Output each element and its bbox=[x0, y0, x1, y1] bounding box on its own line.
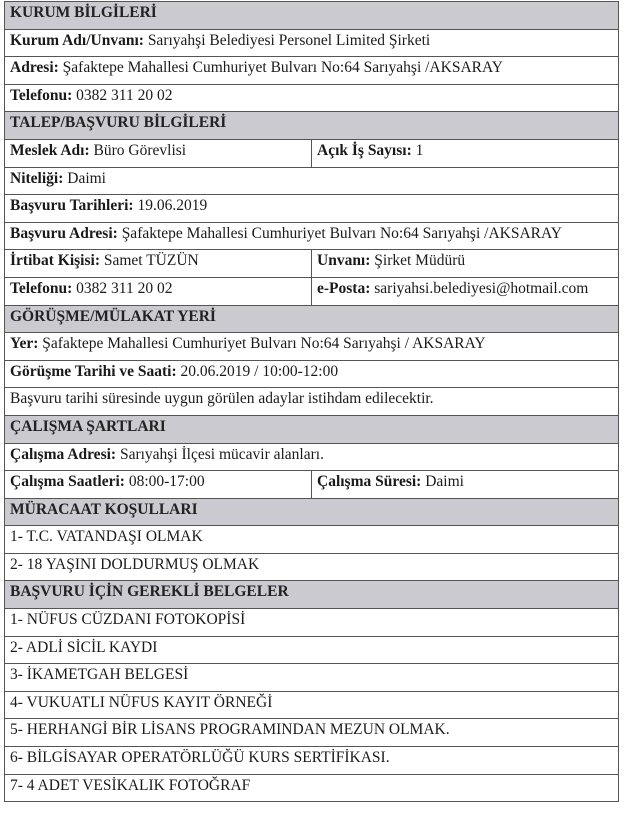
email-value: sariyahsi.belediyesi@hotmail.com bbox=[370, 279, 589, 297]
row-nitelik bbox=[5, 167, 619, 195]
document-item: 3- İKAMETGAH BELGESİ bbox=[5, 664, 619, 692]
list-item bbox=[5, 664, 619, 692]
document-item: 1- NÜFUS CÜZDANI FOTOKOPİSİ bbox=[5, 609, 619, 637]
list-item bbox=[5, 609, 619, 637]
row-calisma-adres bbox=[5, 443, 619, 471]
note-text: Başvuru tarihi süresinde uygun görülen adaylar istihdam edilecektir. bbox=[5, 388, 619, 416]
field-label: Adresi: bbox=[10, 59, 59, 77]
list-item bbox=[5, 553, 619, 581]
field-value: 08:00-17:00 bbox=[124, 473, 205, 491]
section-title: BAŞVURU İÇİN GEREKLİ BELGELER bbox=[5, 581, 619, 609]
field-label: Yer: bbox=[10, 335, 39, 353]
row-gorusme-tarih bbox=[5, 360, 619, 388]
field-label: e-Posta: bbox=[317, 279, 371, 297]
field-value: 19.06.2019 bbox=[133, 197, 208, 215]
section-header-muracaat bbox=[5, 498, 619, 526]
field-label: Kurum Adı/Unvanı: bbox=[10, 31, 144, 49]
list-item bbox=[5, 719, 619, 747]
field-label: Çalışma Adresi: bbox=[10, 445, 117, 463]
condition-item: 2- 18 YAŞINI DOLDURMUŞ OLMAK bbox=[5, 553, 619, 581]
field-value: 1 bbox=[411, 141, 424, 159]
field-value: Şirket Müdürü bbox=[370, 252, 466, 270]
row-calisma-saat bbox=[5, 471, 619, 499]
list-item bbox=[5, 774, 619, 802]
section-title: KURUM BİLGİLERİ bbox=[5, 2, 619, 30]
field-label: Meslek Adı: bbox=[10, 141, 90, 159]
field-value: 0382 311 20 02 bbox=[72, 86, 173, 104]
section-title: MÜRACAAT KOŞULLARI bbox=[5, 498, 619, 526]
field-label: İrtibat Kişisi: bbox=[10, 252, 100, 270]
row-kurum-adi bbox=[5, 29, 619, 57]
field-value: Şafaktepe Mahallesi Cumhuriyet Bulvarı No:64 Sarıyahşi /AKSARAY bbox=[117, 224, 562, 242]
row-kurum-adres bbox=[5, 57, 619, 85]
field-label: Başvuru Tarihleri: bbox=[10, 197, 134, 215]
list-item bbox=[5, 747, 619, 775]
row-irtibat bbox=[5, 250, 619, 278]
field-value: Büro Görevlisi bbox=[89, 141, 187, 159]
document-item: 7- 4 ADET VESİKALIK FOTOĞRAF bbox=[5, 774, 619, 802]
field-label: Unvanı: bbox=[317, 252, 371, 270]
field-label: Telefonu: bbox=[10, 86, 73, 104]
section-header-belgeler bbox=[5, 581, 619, 609]
field-value: Sarıyahşi Belediyesi Personel Limited Şirketi bbox=[143, 31, 431, 49]
field-value: Şafaktepe Mahallesi Cumhuriyet Bulvarı No:64 Sarıyahşi /AKSARAY bbox=[58, 59, 503, 77]
field-label: Görüşme Tarihi ve Saati: bbox=[10, 362, 177, 380]
row-basvuru-tarih bbox=[5, 195, 619, 223]
field-label: Açık İş Sayısı: bbox=[317, 141, 412, 159]
field-value: Daimi bbox=[421, 473, 464, 491]
field-label: Çalışma Saatleri: bbox=[10, 473, 125, 491]
field-value: Samet TÜZÜN bbox=[100, 252, 199, 270]
list-item bbox=[5, 636, 619, 664]
field-label: Telefonu: bbox=[10, 279, 73, 297]
condition-item: 1- T.C. VATANDAŞI OLMAK bbox=[5, 526, 619, 554]
document-item: 5- HERHANGİ BİR LİSANS PROGRAMINDAN MEZUN OLMAK. bbox=[5, 719, 619, 747]
section-title: GÖRÜŞME/MÜLAKAT YERİ bbox=[5, 305, 619, 333]
field-label: Niteliği: bbox=[10, 169, 64, 187]
document-item: 4- VUKUATLI NÜFUS KAYIT ÖRNEĞİ bbox=[5, 691, 619, 719]
row-basvuru-adres bbox=[5, 222, 619, 250]
field-value: Şafaktepe Mahallesi Cumhuriyet Bulvarı No:64 Sarıyahşi / AKSARAY bbox=[38, 335, 486, 353]
list-item bbox=[5, 526, 619, 554]
section-header-calisma bbox=[5, 415, 619, 443]
field-value: 0382 311 20 02 bbox=[72, 279, 173, 297]
row-kurum-telefon bbox=[5, 84, 619, 112]
row-gorusme-yer bbox=[5, 333, 619, 361]
list-item bbox=[5, 691, 619, 719]
job-posting-document bbox=[4, 1, 619, 802]
document-item: 6- BİLGİSAYAR OPERATÖRLÜĞÜ KURS SERTİFİKASI. bbox=[5, 747, 619, 775]
section-header-talep bbox=[5, 112, 619, 140]
section-title: ÇALIŞMA ŞARTLARI bbox=[5, 415, 619, 443]
section-header-kurum bbox=[5, 2, 619, 30]
field-value: Daimi bbox=[63, 169, 106, 187]
document-item: 2- ADLİ SİCİL KAYDI bbox=[5, 636, 619, 664]
field-value: 20.06.2019 / 10:00-12:00 bbox=[176, 362, 339, 380]
field-value: Sarıyahşi İlçesi mücavir alanları. bbox=[116, 445, 324, 463]
field-label: Çalışma Süresi: bbox=[317, 473, 422, 491]
field-label: Başvuru Adresi: bbox=[10, 224, 118, 242]
section-title: TALEP/BAŞVURU BİLGİLERİ bbox=[5, 112, 619, 140]
row-meslek bbox=[5, 139, 619, 167]
row-iletisim bbox=[5, 277, 619, 305]
section-header-gorusme bbox=[5, 305, 619, 333]
row-gorusme-note bbox=[5, 388, 619, 416]
job-posting-table bbox=[4, 1, 619, 802]
